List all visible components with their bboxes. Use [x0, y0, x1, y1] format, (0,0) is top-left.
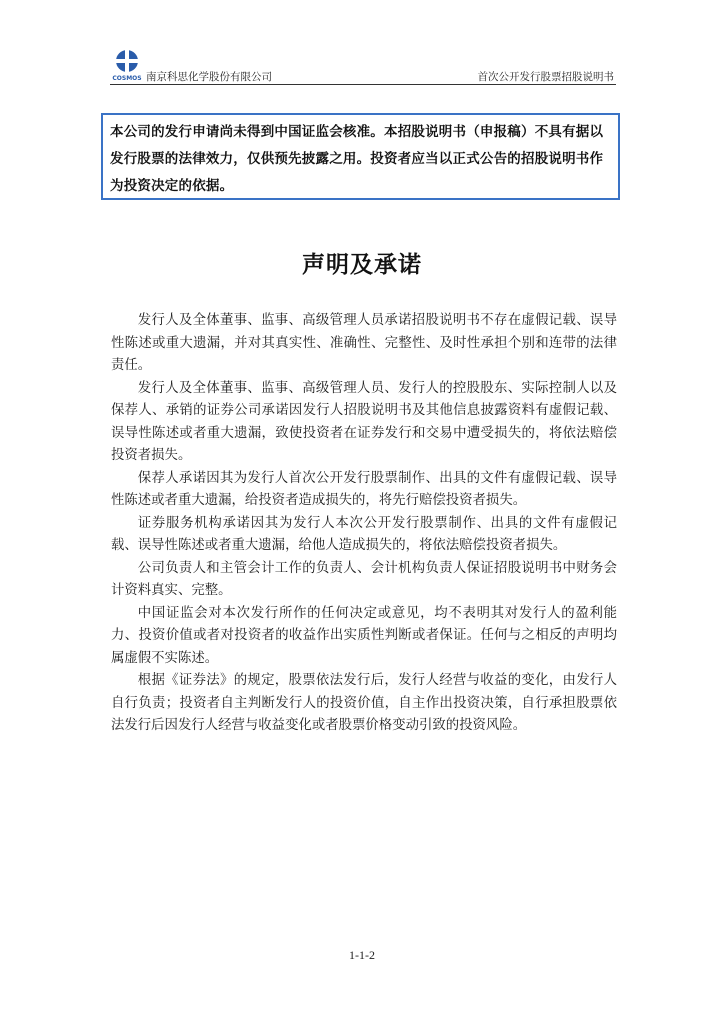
paragraph: 中国证监会对本次发行所作的任何决定或意见，均不表明其对发行人的盈利能力、投资价值或者对投资者的收益作出实质性判断或者保证。任何与之相反的声明均属虚假不实陈述。	[111, 605, 617, 666]
company-name: 南京科思化学股份有限公司	[146, 71, 272, 83]
section-title: 声明及承诺	[302, 252, 422, 278]
statement-body	[111, 310, 617, 738]
page-number: 1-1-2	[349, 948, 375, 962]
disclaimer-notice-box	[101, 113, 620, 200]
logo-text: COSMOS	[112, 75, 142, 82]
paragraph: 发行人及全体董事、监事、高级管理人员、发行人的控股股东、实际控制人以及保荐人、承销的证券公司承诺因发行人招股说明书及其他信息披露资料有虚假记载、误导性陈述或者重大遗漏，致使投资者在证券发行和交易中遭受损失的，将依法赔偿投资者损失。	[111, 380, 617, 463]
disclaimer-text: 本公司的发行申请尚未得到中国证监会核准。本招股说明书（申报稿）不具有据以发行股票的法律效力，仅供预先披露之用。投资者应当以正式公告的招股说明书作为投资决定的依据。	[110, 124, 604, 194]
document-title: 首次公开发行股票招股说明书	[477, 71, 614, 83]
page-header	[110, 48, 616, 85]
paragraph: 根据《证券法》的规定，股票依法发行后，发行人经营与收益的变化，由发行人自行负责；投资者自主判断发行人的投资价值，自主作出投资决策，自行承担股票依法发行后因发行人经营与收益变化或者股票价格变动引致的投资风险。	[111, 673, 617, 733]
paragraph: 保荐人承诺因其为发行人首次公开发行股票制作、出具的文件有虚假记载、误导性陈述或者重大遗漏，给投资者造成损失的，将先行赔偿投资者损失。	[111, 470, 617, 508]
paragraph: 证券服务机构承诺因其为发行人本次公开发行股票制作、出具的文件有虚假记载、误导性陈述或者重大遗漏，给他人造成损失的，将依法赔偿投资者损失。	[111, 515, 617, 553]
paragraph: 发行人及全体董事、监事、高级管理人员承诺招股说明书不存在虚假记载、误导性陈述或重大遗漏，并对其真实性、准确性、完整性、及时性承担个别和连带的法律责任。	[111, 313, 617, 373]
paragraph: 公司负责人和主管会计工作的负责人、会计机构负责人保证招股说明书中财务会计资料真实、完整。	[111, 560, 617, 598]
company-logo	[110, 48, 144, 82]
